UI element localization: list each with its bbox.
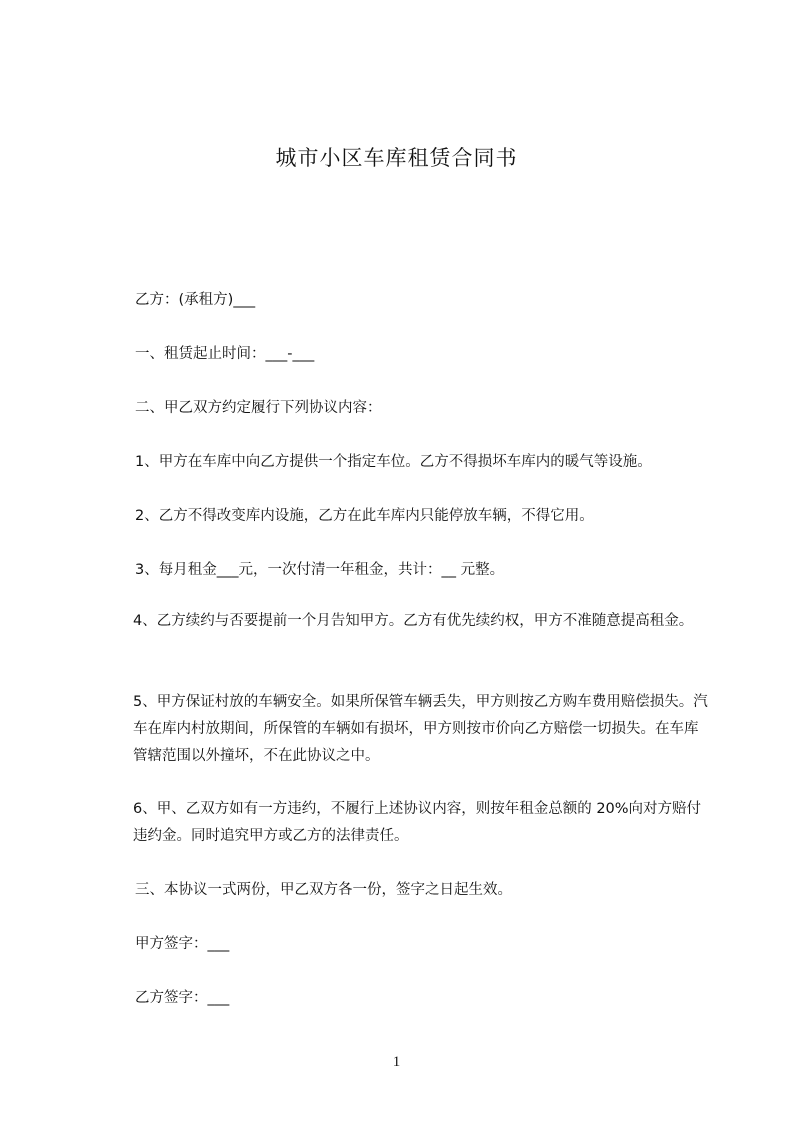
item-3: 3、每月租金___元，一次付清一年租金，共计：__ 元整。 — [135, 562, 505, 578]
item-6: 6、甲、乙双方如有一方违约，不履行上述协议内容，则按年租金总额的 20%向对方赔付违约金。同时追究甲方或乙方的法律责任。 — [133, 801, 702, 844]
clause-effective: 三、本协议一式两份，甲乙双方各一份，签字之日起生效。 — [135, 882, 512, 898]
party-a-signature: 甲方签字：___ — [135, 936, 230, 952]
item-4: 4、乙方续约与否要提前一个月告知甲方。乙方有优先续约权，甲方不准随意提高租金。 — [133, 613, 694, 629]
lessee-line: 乙方：(承租方)___ — [135, 292, 256, 308]
party-b-signature: 乙方签字：___ — [135, 990, 230, 1006]
page-number: 1 — [392, 1054, 401, 1070]
clause-lease-term: 一、租赁起止时间：___-___ — [135, 346, 315, 362]
document-title: 城市小区车库租赁合同书 — [275, 146, 518, 170]
item-1: 1、甲方在车库中向乙方提供一个指定车位。乙方不得损坏车库内的暖气等设施。 — [135, 454, 652, 470]
clause-agreement-heading: 二、甲乙双方约定履行下列协议内容： — [135, 400, 382, 416]
item-2: 2、乙方不得改变库内设施，乙方在此车库内只能停放车辆，不得它用。 — [135, 508, 594, 524]
item-5: 5、甲方保证村放的车辆安全。如果所保管车辆丢失，甲方则按乙方购车费用赔偿损失。汽车在库内村放期间，所保管的车辆如有损坏，甲方则按市价向乙方赔偿一切损失。在车库管辖范围以外撞坏，不在此协议之中。 — [133, 694, 708, 764]
